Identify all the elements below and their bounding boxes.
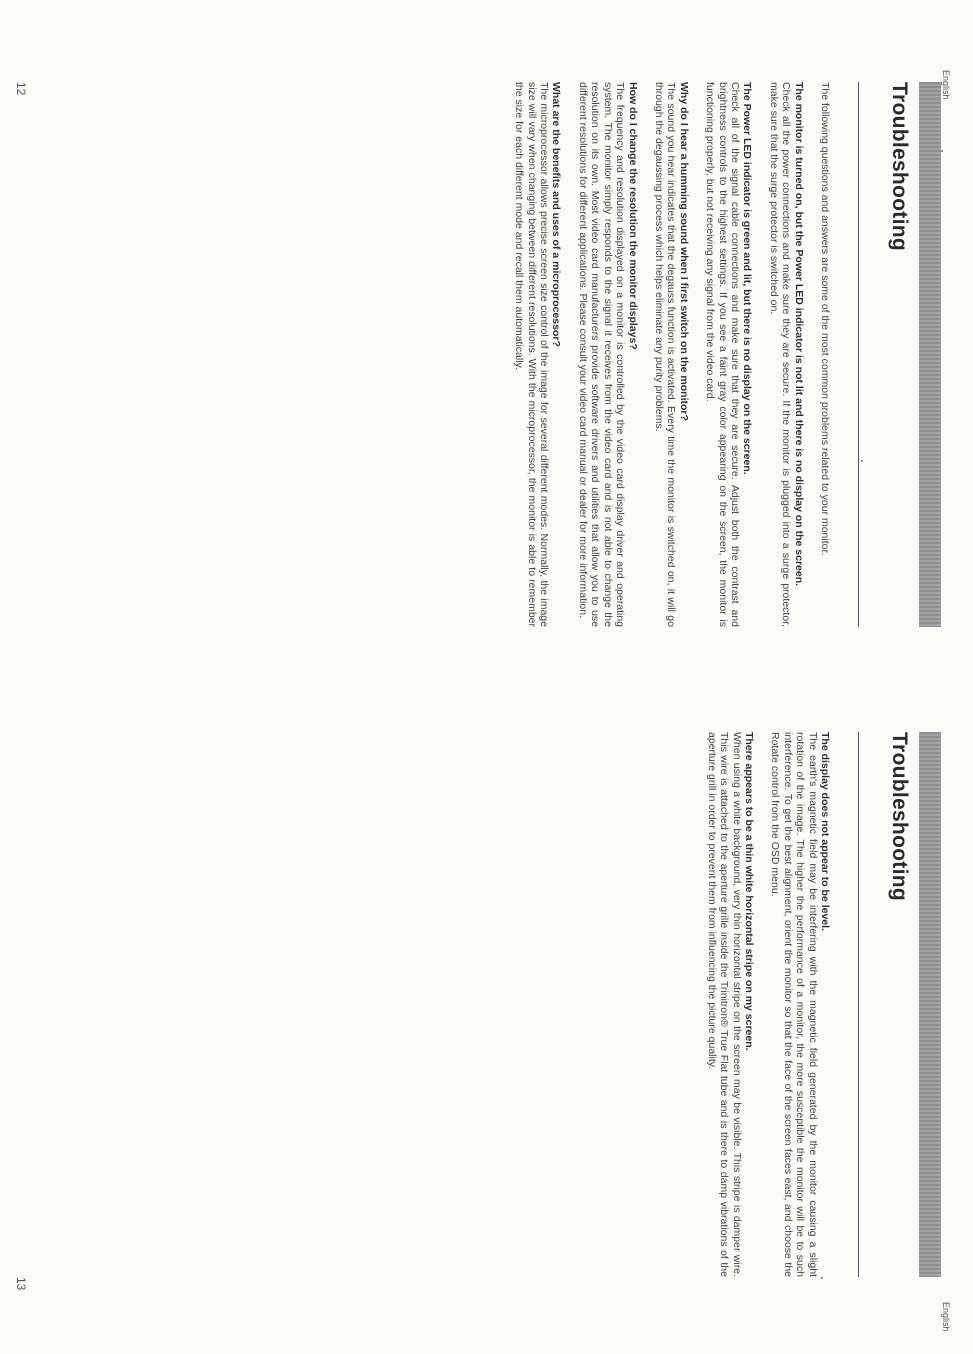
answer: The microprocessor allows precise screen size control of the image for several different modes. Normally, the image size will vary when changing between different resolutions. With the microprocessor, the monitor is able to remember the size for each different mode and recall them automatically. xyxy=(513,82,551,627)
language-label: English xyxy=(941,70,951,100)
page-title: Troubleshooting xyxy=(888,732,911,901)
intro-text: The following questions and answers are some of the most common problems related to your monitor. xyxy=(819,82,831,556)
answer: When using a white background, very thin horizontal stripe on the screen may be visible. This stripe is damper wire. This wire is attached to the aperture grille inside the Trinitron® True Flat tube and is there to damp vibrations of the aperture grill in order to prevent them from influencing the picture quality. xyxy=(705,732,743,1277)
page-number: 12 xyxy=(14,82,28,96)
qa-item xyxy=(577,82,639,627)
answer: Check all the power connections and make sure they are secure. If the monitor is plugged into a surge protector, make sure that the surge protector is switched on. xyxy=(767,82,793,627)
qa-item xyxy=(769,732,831,1277)
question: How do I change the resolution the monitor displays? xyxy=(626,82,639,350)
qa-item xyxy=(767,82,804,627)
qa-item xyxy=(513,82,563,627)
question: The Power LED indicator is green and lit, but there is no display on the screen. xyxy=(741,82,754,475)
scan-speck xyxy=(821,1277,823,1279)
page-title: Troubleshooting xyxy=(888,82,911,251)
question: Why do I hear a humming sound when I first switch on the monitor? xyxy=(677,82,690,421)
page-number: 13 xyxy=(14,1277,28,1291)
qa-item xyxy=(653,82,690,627)
question: The display does not appear to be level. xyxy=(819,732,831,931)
qa-item xyxy=(704,82,754,627)
answer: The frequency and resolution displayed on a monitor is controlled by the video card display driver and operating system. The monitor simply responds to the signal it receives from the video card and is not able to change the resolution on its own. Most video card manufacturers provide software drivers and utilities that allow you to use different resolutions for different applications. Please consult your video card manual or dealer for more information. xyxy=(576,82,627,627)
header-bar xyxy=(919,82,941,627)
answer: The earth's magnetic field may be interfering with the magnetic field generated by the monitor causing a slight rotation of the image. The higher the performance of a monitor, the more susceptible the monitor will be to such interference. To get the best alignment, orient the monitor so that the face of the screen faces east, and choose the Rotate control from the OSD menu. xyxy=(769,732,819,1277)
language-label: English xyxy=(941,1302,951,1332)
question: What are the benefits and uses of a microprocessor? xyxy=(550,82,563,347)
answer: Check all of the signal cable connections and make sure that they are secure. Adjust both the contrast and brightness controls to the highest settings. If you see a faint gray color appearing on the screen, the monitor is functioning properly, but not receiving any signal from the video card. xyxy=(704,82,741,627)
answer: The sound you hear indicates that the degauss function is activated. Every time the monitor is switched on, it will go through the degaussing process which helps eliminate any purity problems. xyxy=(652,82,678,627)
qa-item xyxy=(705,732,755,1277)
content xyxy=(691,732,831,1277)
question: The monitor is turned on, but the Power LED indicator is not lit and there is no display on the screen. xyxy=(792,82,805,587)
header-bar xyxy=(919,732,941,1277)
content xyxy=(499,82,831,627)
scan-speck xyxy=(861,460,863,462)
page-13 xyxy=(0,677,973,1354)
title-rule xyxy=(858,82,859,627)
question: There appears to be a thin white horizontal stripe on my screen. xyxy=(742,732,755,1051)
scan-speck xyxy=(941,150,943,152)
title-rule xyxy=(858,732,859,1277)
